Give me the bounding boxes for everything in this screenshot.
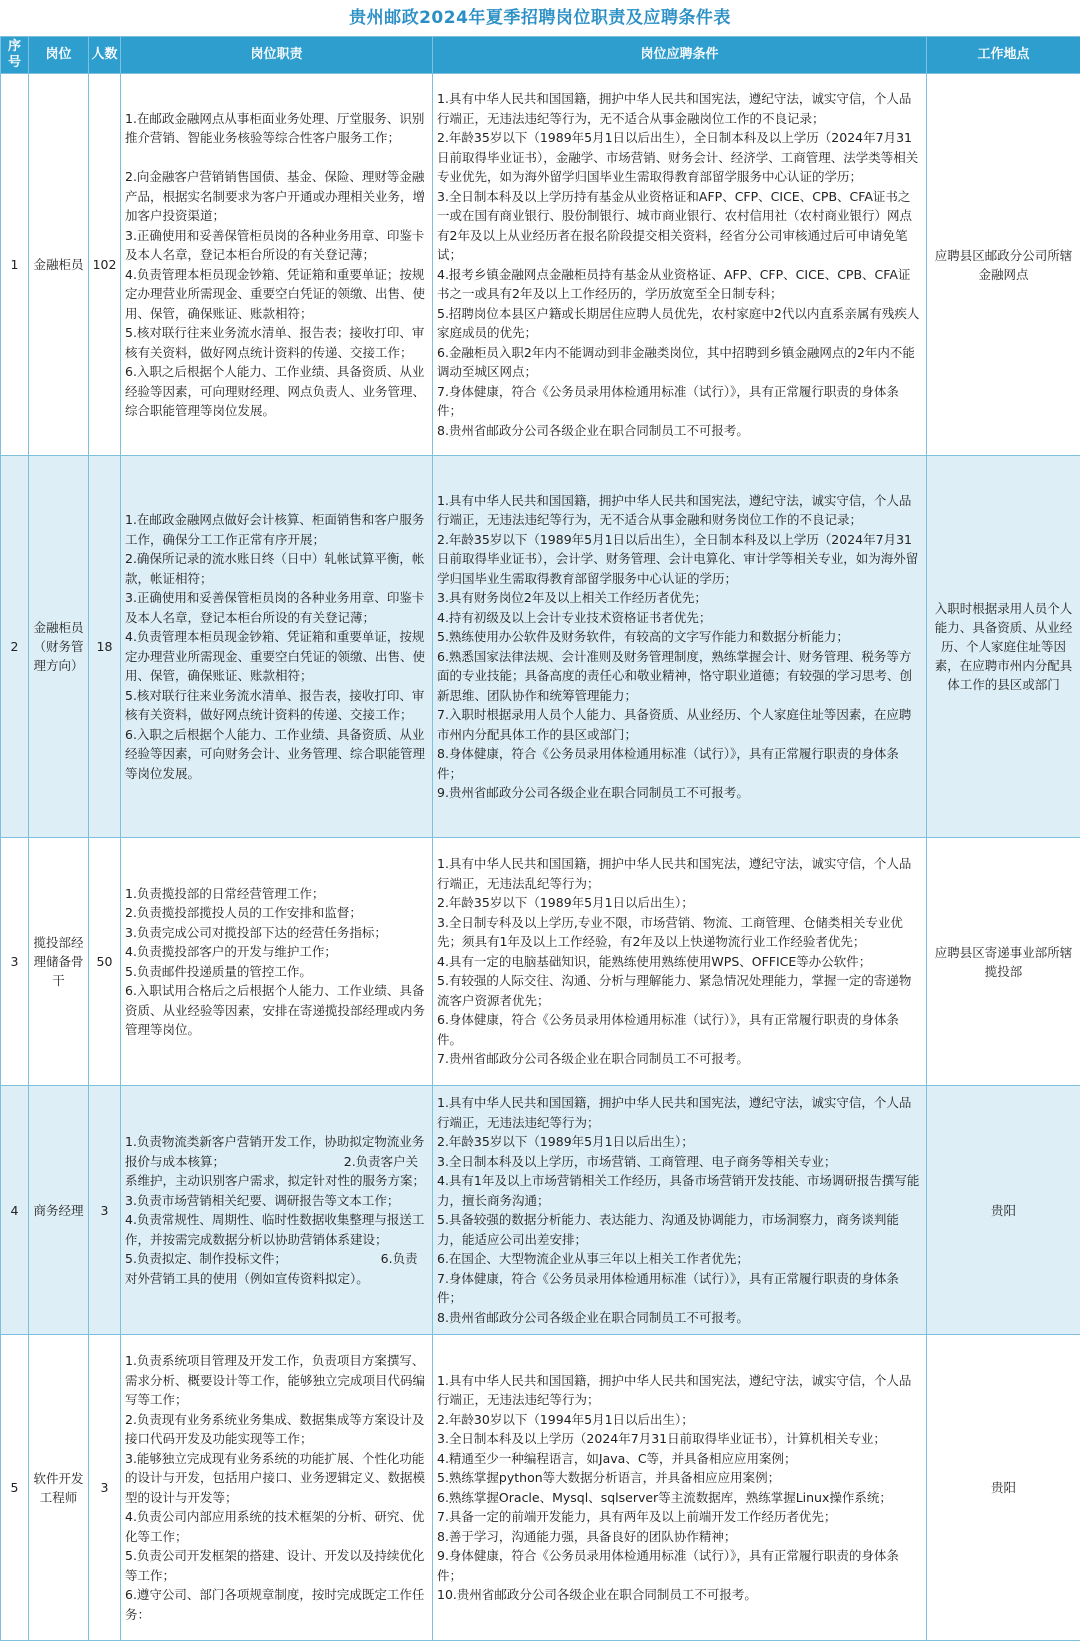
cell-requirements-item: 3.具有财务岗位2年及以上相关工作经历者优先； bbox=[437, 588, 922, 608]
cell-requirements-item: 2.年龄30岁以下（1994年5月1日以后出生）； bbox=[437, 1410, 922, 1430]
header-count: 人数 bbox=[89, 37, 121, 74]
cell-location: 应聘县区寄递事业部所辖揽投部 bbox=[927, 838, 1080, 1086]
cell-duties-item: 4.负责常规性、周期性、临时性数据收集整理与报送工作，并按需完成数据分析以协助营销体系建设； bbox=[125, 1210, 428, 1249]
cell-duties-item: 1.负责系统项目管理及开发工作，负责项目方案撰写、需求分析、概要设计等工作，能够独立完成项目代码编写等工作； bbox=[125, 1351, 428, 1410]
cell-requirements-item: 6.金融柜员入职2年内不能调动到非金融类岗位，其中招聘到乡镇金融网点的2年内不能调动至城区网点； bbox=[437, 343, 922, 382]
cell-requirements-item: 7.贵州省邮政分公司各级企业在职合同制员工不可报考。 bbox=[437, 1049, 922, 1069]
cell-requirements-item: 8.身体健康，符合《公务员录用体检通用标准（试行）》，具有正常履行职责的身体条件； bbox=[437, 744, 922, 783]
cell-duties-item: 3.负责完成公司对揽投部下达的经营任务指标； bbox=[125, 923, 428, 943]
header-requirements: 岗位应聘条件 bbox=[433, 37, 927, 74]
cell-requirements-item: 6.身体健康，符合《公务员录用体检通用标准（试行）》，具有正常履行职责的身体条件。 bbox=[437, 1010, 922, 1049]
cell-requirements-item: 4.具有1年及以上市场营销相关工作经历，具备市场营销开发技能、市场调研报告撰写能力，擅长商务沟通； bbox=[437, 1171, 922, 1210]
cell-duties-item: 5.核对联行往来业务流水清单、报告表；接收打印、审核有关资料，做好网点统计资料的传递、交接工作； bbox=[125, 323, 428, 362]
cell-duties-item: 2.负责现有业务系统业务集成、数据集成等方案设计及接口代码开发及功能实现等工作； bbox=[125, 1410, 428, 1449]
cell-requirements-item: 4.精通至少一种编程语言，如Java、C等，并具备相应应用案例； bbox=[437, 1449, 922, 1469]
header-position: 岗位 bbox=[29, 37, 89, 74]
cell-requirements bbox=[433, 74, 927, 456]
cell-position: 商务经理 bbox=[29, 1086, 89, 1335]
cell-duties-item: 6.入职之后根据个人能力、工作业绩、具备资质、从业经验等因素，可向理财经理、网点负责人、业务管理、综合职能管理等岗位发展。 bbox=[125, 362, 428, 421]
header-location: 工作地点 bbox=[927, 37, 1080, 74]
cell-requirements-item: 3.全日制本科及以上学历，市场营销、工商管理、电子商务等相关专业； bbox=[437, 1152, 922, 1172]
cell-duties bbox=[121, 74, 433, 456]
cell-count: 3 bbox=[89, 1335, 121, 1641]
cell-duties-item: 4.负责管理本柜员现金钞箱、凭证箱和重要单证，按规定办理营业所需现金、重要空白凭证的领缴、出售、使用、保管，确保账证、账款相符； bbox=[125, 627, 428, 686]
table-row bbox=[1, 1086, 1080, 1335]
cell-requirements-item: 4.报考乡镇金融网点金融柜员持有基金从业资格证、AFP、CFP、CICE、CPB、CFA证书之一或具有2年及以上工作经历的，学历放宽至全日制专科； bbox=[437, 265, 922, 304]
cell-requirements-item: 8.贵州省邮政分公司各级企业在职合同制员工不可报考。 bbox=[437, 1308, 922, 1328]
cell-requirements bbox=[433, 1086, 927, 1335]
cell-duties-item: 6.遵守公司、部门各项规章制度，按时完成既定工作任务： bbox=[125, 1585, 428, 1624]
cell-duties-item: 6.入职之后根据个人能力、工作业绩、具备资质、从业经验等因素，可向财务会计、业务管理、综合职能管理等岗位发展。 bbox=[125, 725, 428, 784]
cell-duties-item: 5.负责邮件投递质量的管控工作。 bbox=[125, 962, 428, 982]
cell-duties-item: 1.负责揽投部的日常经营管理工作； bbox=[125, 884, 428, 904]
cell-requirements bbox=[433, 1335, 927, 1641]
cell-requirements-item: 1.具有中华人民共和国国籍，拥护中华人民共和国宪法，遵纪守法，诚实守信，个人品行端正，无违法违纪等行为； bbox=[437, 1371, 922, 1410]
cell-duties-item: 2.确保所记录的流水账日终（日中）轧帐试算平衡，帐款，帐证相符； bbox=[125, 549, 428, 588]
cell-requirements-item: 6.在国企、大型物流企业从事三年以上相关工作者优先； bbox=[437, 1249, 922, 1269]
cell-duties-item: 2.向金融客户营销销售国债、基金、保险、理财等金融产品，根据实名制要求为客户开通或办理相关业务，增加客户投资渠道； bbox=[125, 167, 428, 226]
cell-duties-item: 4.负责公司内部应用系统的技术框架的分析、研究、优化等工作； bbox=[125, 1507, 428, 1546]
table-row bbox=[1, 456, 1080, 838]
cell-position: 金融柜员（财务管理方向） bbox=[29, 456, 89, 838]
cell-requirements-item: 2.年龄35岁以下（1989年5月1日以后出生）； bbox=[437, 893, 922, 913]
cell-position: 金融柜员 bbox=[29, 74, 89, 456]
cell-requirements-item: 7.具备一定的前端开发能力，具有两年及以上前端开发工作经历者优先； bbox=[437, 1507, 922, 1527]
cell-location: 入职时根据录用人员个人能力、具备资质、从业经历、个人家庭住址等因素，在应聘市州内分配具体工作的县区或部门 bbox=[927, 456, 1080, 838]
cell-duties-item: 4.负责揽投部客户的开发与维护工作； bbox=[125, 942, 428, 962]
cell-duties-item: 3.正确使用和妥善保管柜员岗的各种业务用章、印鉴卡及本人名章，登记本柜台所设的有关登记薄； bbox=[125, 588, 428, 627]
table-row bbox=[1, 838, 1080, 1086]
cell-duties-item: 1.在邮政金融网点从事柜面业务处理、厅堂服务、识别推介营销、智能业务核验等综合性客户服务工作； bbox=[125, 109, 428, 148]
cell-requirements-item: 7.身体健康，符合《公务员录用体检通用标准（试行）》，具有正常履行职责的身体条件； bbox=[437, 1269, 922, 1308]
cell-requirements-item: 8.贵州省邮政分公司各级企业在职合同制员工不可报考。 bbox=[437, 421, 922, 441]
cell-count: 18 bbox=[89, 456, 121, 838]
cell-requirements-item: 3.全日制本科及以上学历持有基金从业资格证和AFP、CFP、CICE、CPB、CFA证书之一或在国有商业银行、股份制银行、城市商业银行、农村信用社（农村商业银行）网点有2年及以上从业经历者在报名阶段提交相关资料，经省分公司审核通过后可申请免笔试； bbox=[437, 187, 922, 265]
cell-requirements-item: 1.具有中华人民共和国国籍，拥护中华人民共和国宪法，遵纪守法，诚实守信，个人品行端正，无违法违纪等行为，无不适合从事金融和财务岗位工作的不良记录； bbox=[437, 491, 922, 530]
cell-requirements-item: 6.熟练掌握Oracle、Mysql、sqlserver等主流数据库，熟练掌握Linux操作系统； bbox=[437, 1488, 922, 1508]
table-row bbox=[1, 1335, 1080, 1641]
cell-location: 贵阳 bbox=[927, 1086, 1080, 1335]
cell-duties-item: 3.能够独立完成现有业务系统的功能扩展、个性化功能的设计与开发，包括用户接口、业务逻辑定义、数据模型的设计与开发等； bbox=[125, 1449, 428, 1508]
cell-requirements-item: 5.具备较强的数据分析能力、表达能力、沟通及协调能力，市场洞察力，商务谈判能力，能适应公司出差安排； bbox=[437, 1210, 922, 1249]
cell-duties-item: 5.负责拟定、制作投标文件； 6.负责对外营销工具的使用（例如宣传资料拟定）。 bbox=[125, 1249, 428, 1288]
cell-duties-item: 6.入职试用合格后之后根据个人能力、工作业绩、具备资质、从业经验等因素，安排在寄递揽投部经理或内务管理等岗位。 bbox=[125, 981, 428, 1040]
cell-seq: 4 bbox=[1, 1086, 29, 1335]
cell-count: 50 bbox=[89, 838, 121, 1086]
cell-duties-item bbox=[125, 148, 428, 168]
cell-requirements-item: 4.具有一定的电脑基础知识，能熟练使用熟练使用WPS、OFFICE等办公软件； bbox=[437, 952, 922, 972]
cell-requirements-item: 8.善于学习，沟通能力强，具备良好的团队协作精神； bbox=[437, 1527, 922, 1547]
cell-requirements-item: 9.身体健康，符合《公务员录用体检通用标准（试行）》，具有正常履行职责的身体条件； bbox=[437, 1546, 922, 1585]
cell-requirements-item: 2.年龄35岁以下（1989年5月1日以后出生），全日制本科及以上学历（2024年7月31日前取得毕业证书），会计学、财务管理、会计电算化、审计学等相关专业，如为海外留学归国毕业生需取得教育部留学服务中心认证的学历； bbox=[437, 530, 922, 589]
cell-duties-item: 5.负责公司开发框架的搭建、设计、开发以及持续优化等工作； bbox=[125, 1546, 428, 1585]
cell-duties-item: 3.正确使用和妥善保管柜员岗的各种业务用章、印鉴卡及本人名章，登记本柜台所设的有关登记薄； bbox=[125, 226, 428, 265]
cell-requirements-item: 5.有较强的人际交往、沟通、分析与理解能力、紧急情况处理能力，掌握一定的寄递物流客户资源者优先； bbox=[437, 971, 922, 1010]
cell-requirements-item: 1.具有中华人民共和国国籍，拥护中华人民共和国宪法，遵纪守法，诚实守信，个人品行端正，无违法违纪等行为，无不适合从事金融岗位工作的不良记录； bbox=[437, 89, 922, 128]
cell-requirements-item: 4.持有初级及以上会计专业技术资格证书者优先； bbox=[437, 608, 922, 628]
cell-duties bbox=[121, 1086, 433, 1335]
cell-requirements-item: 6.熟悉国家法律法规、会计准则及财务管理制度，熟练掌握会计、财务管理、税务等方面的专业技能；具备高度的责任心和敬业精神，恪守职业道德；有较强的学习思考、创新思维、团队协作和统筹管理能力； bbox=[437, 647, 922, 706]
table-header-row bbox=[1, 37, 1080, 74]
cell-count: 3 bbox=[89, 1086, 121, 1335]
cell-position: 揽投部经理储备骨干 bbox=[29, 838, 89, 1086]
header-duties: 岗位职责 bbox=[121, 37, 433, 74]
cell-duties bbox=[121, 838, 433, 1086]
cell-duties-item: 4.负责管理本柜员现金钞箱、凭证箱和重要单证；按规定办理营业所需现金、重要空白凭证的领缴、出售、使用、保管，确保账证、账款相符； bbox=[125, 265, 428, 324]
cell-requirements-item: 5.熟练掌握python等大数据分析语言，并具备相应应用案例； bbox=[437, 1468, 922, 1488]
cell-duties-item: 5.核对联行往来业务流水清单、报告表，接收打印、审核有关资料，做好网点统计资料的传递、交接工作； bbox=[125, 686, 428, 725]
cell-requirements-item: 1.具有中华人民共和国国籍，拥护中华人民共和国宪法，遵纪守法，诚实守信，个人品行端正，无违法违纪等行为； bbox=[437, 1093, 922, 1132]
cell-requirements-item: 7.入职时根据录用人员个人能力、具备资质、从业经历、个人家庭住址等因素，在应聘市州内分配具体工作的县区或部门； bbox=[437, 705, 922, 744]
cell-duties bbox=[121, 1335, 433, 1641]
cell-duties-item: 3.负责市场营销相关纪要、调研报告等文本工作； bbox=[125, 1191, 428, 1211]
cell-seq: 3 bbox=[1, 838, 29, 1086]
cell-requirements-item: 9.贵州省邮政分公司各级企业在职合同制员工不可报考。 bbox=[437, 783, 922, 803]
cell-requirements bbox=[433, 838, 927, 1086]
cell-duties-item: 1.负责物流类新客户营销开发工作，协助拟定物流业务报价与成本核算； 2.负责客户关系维护，主动识别客户需求，拟定针对性的服务方案； bbox=[125, 1132, 428, 1191]
cell-requirements-item: 1.具有中华人民共和国国籍，拥护中华人民共和国宪法，遵纪守法，诚实守信，个人品行端正，无违法乱纪等行为； bbox=[437, 854, 922, 893]
cell-seq: 5 bbox=[1, 1335, 29, 1641]
cell-requirements-item: 5.熟练使用办公软件及财务软件，有较高的文字写作能力和数据分析能力； bbox=[437, 627, 922, 647]
cell-requirements-item: 2.年龄35岁以下（1989年5月1日以后出生），全日制本科及以上学历（2024年7月31日前取得毕业证书），金融学、市场营销、财务会计、经济学、工商管理、法学类等相关专业优先，如为海外留学归国毕业生需取得教育部留学服务中心认证的学历； bbox=[437, 128, 922, 187]
cell-requirements bbox=[433, 456, 927, 838]
page-title: 贵州邮政2024年夏季招聘岗位职责及应聘条件表 bbox=[0, 0, 1080, 36]
cell-location: 应聘县区邮政分公司所辖金融网点 bbox=[927, 74, 1080, 456]
cell-duties-item: 1.在邮政金融网点做好会计核算、柜面销售和客户服务工作，确保分工工作正常有序开展； bbox=[125, 510, 428, 549]
cell-requirements-item: 7.身体健康，符合《公务员录用体检通用标准（试行）》，具有正常履行职责的身体条件； bbox=[437, 382, 922, 421]
table-row bbox=[1, 74, 1080, 456]
cell-duties-item: 2.负责揽投部揽投人员的工作安排和监督； bbox=[125, 903, 428, 923]
cell-location: 贵阳 bbox=[927, 1335, 1080, 1641]
cell-requirements-item: 2.年龄35岁以下（1989年5月1日以后出生）； bbox=[437, 1132, 922, 1152]
cell-requirements-item: 3.全日制专科及以上学历,专业不限，市场营销、物流、工商管理、仓储类相关专业优先；须具有1年及以上工作经验，有2年及以上快递物流行业工作经验者优先； bbox=[437, 913, 922, 952]
recruitment-table bbox=[0, 36, 1080, 1641]
cell-requirements-item: 3.全日制本科及以上学历（2024年7月31日前取得毕业证书），计算机相关专业； bbox=[437, 1429, 922, 1449]
cell-requirements-item: 10.贵州省邮政分公司各级企业在职合同制员工不可报考。 bbox=[437, 1585, 922, 1605]
header-seq: 序号 bbox=[1, 37, 29, 74]
cell-duties bbox=[121, 456, 433, 838]
cell-position: 软件开发工程师 bbox=[29, 1335, 89, 1641]
cell-requirements-item: 5.招聘岗位本县区户籍或长期居住应聘人员优先，农村家庭中2代以内直系亲属有残疾人家庭成员的优先； bbox=[437, 304, 922, 343]
cell-count: 102 bbox=[89, 74, 121, 456]
cell-seq: 2 bbox=[1, 456, 29, 838]
cell-seq: 1 bbox=[1, 74, 29, 456]
